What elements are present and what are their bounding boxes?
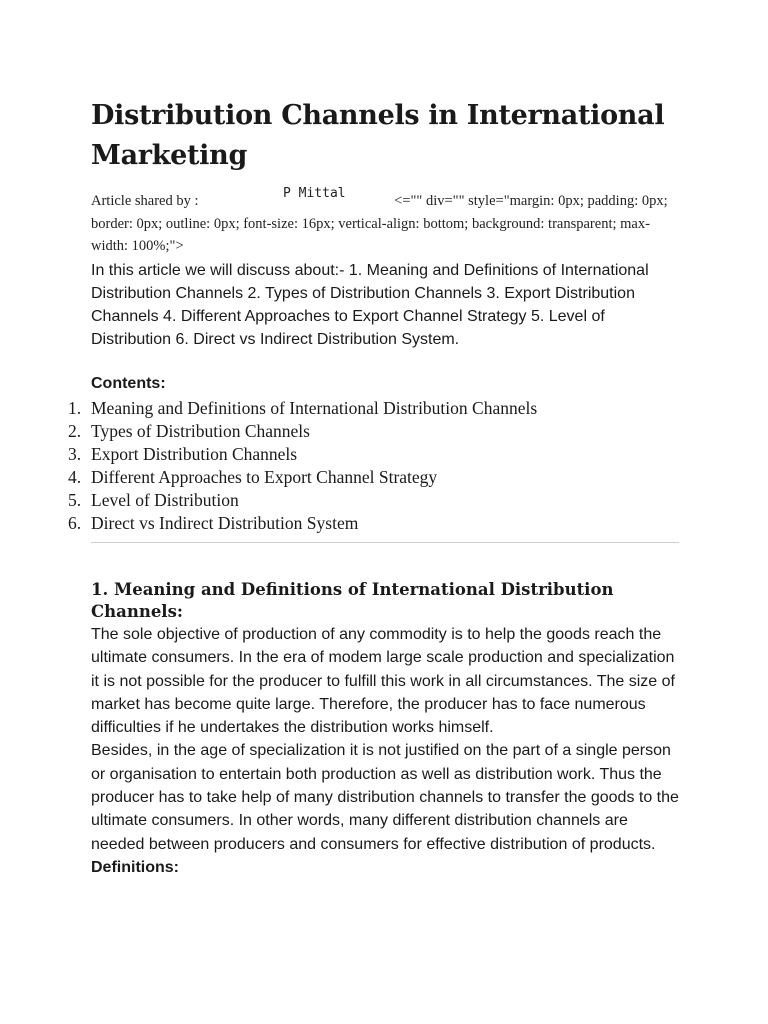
- contents-item[interactable]: [68, 489, 681, 512]
- contents-item-label[interactable]: Level of Distribution: [91, 489, 239, 510]
- contents-item-label[interactable]: Direct vs Indirect Distribution System: [91, 512, 359, 533]
- article: [68, 96, 681, 879]
- byline: [91, 186, 681, 258]
- contents-item-number: 1.: [68, 397, 82, 418]
- section-paragraph: The sole objective of production of any commodity is to help the goods reach the ultimate consumers. In the era of modem large scale production and specialization it is not possible for the producer to fulfill this work in all circumstances. The size of market has become quite large. Therefore, the producer has to face numerous difficulties if he undertakes the distribution works himself.: [91, 625, 675, 737]
- byline-label: Article shared by :: [91, 193, 199, 209]
- contents-item-label[interactable]: Different Approaches to Export Channel Strategy: [91, 466, 438, 487]
- contents-item-number: 2.: [68, 420, 82, 441]
- section-paragraph: Besides, in the age of specialization it is not justified on the part of a single person or organisation to entertain both production as well as distribution work. Thus the producer has to take help of many distribution channels to transfer the goods to the ultimate consumers. In other words, many different distribution channels are needed between producers and consumers for effective distribution of products.: [91, 742, 679, 853]
- contents-item-label[interactable]: Meaning and Definitions of International Distribution Channels: [91, 397, 538, 418]
- contents-item-label[interactable]: Export Distribution Channels: [91, 443, 298, 464]
- contents-item-number: 5.: [68, 489, 82, 510]
- definitions-heading: Definitions:: [91, 858, 179, 876]
- contents-item-number: 3.: [68, 443, 82, 464]
- section-heading: 1. Meaning and Definitions of International Distribution Channels:: [91, 579, 614, 621]
- contents-item[interactable]: [68, 443, 681, 466]
- divider: [91, 542, 679, 543]
- contents-item[interactable]: [68, 420, 681, 443]
- contents-item[interactable]: [68, 512, 681, 535]
- contents-list: [68, 397, 681, 535]
- contents-item[interactable]: [68, 397, 681, 420]
- byline-artifact-text: <="" div="" style="margin: 0px; padding: 0px; border: 0px; outline: 0px; font-size: 16px; vertical-align: bottom; background: transparent; max-width: 100%;">: [91, 193, 668, 254]
- author-name[interactable]: P Mittal: [283, 186, 346, 201]
- contents-heading: Contents:: [91, 374, 166, 392]
- intro-paragraph: In this article we will discuss about:- 1. Meaning and Definitions of International Distribution Channels 2. Types of Distribution Channels 3. Export Distribution Channels 4. Different Approaches to Export Channel Strategy 5. Level of Distribution 6. Direct vs Indirect Distribution System.: [91, 261, 649, 349]
- contents-item[interactable]: [68, 466, 681, 489]
- contents-item-number: 6.: [68, 512, 82, 533]
- article-title: Distribution Channels in International Marketing: [91, 100, 665, 171]
- contents-item-label[interactable]: Types of Distribution Channels: [91, 420, 310, 441]
- contents-item-number: 4.: [68, 466, 82, 487]
